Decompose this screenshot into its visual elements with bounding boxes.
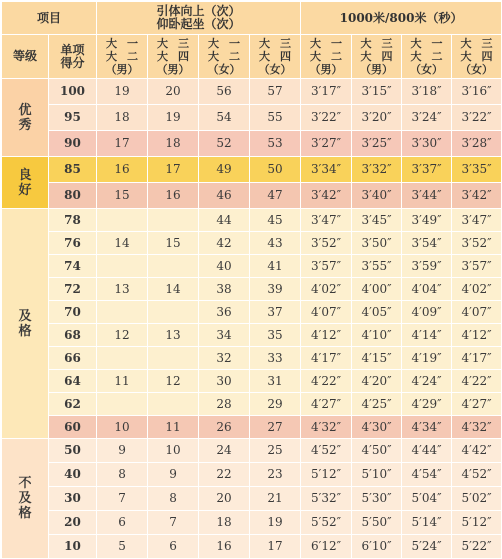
value-cell: 45 <box>250 209 301 232</box>
header-group-line2 <box>402 50 451 63</box>
table-row <box>2 278 502 301</box>
value-cell: 3′27″ <box>301 131 352 157</box>
header-group-line2 <box>301 50 351 63</box>
grade-cell-fail <box>2 439 49 559</box>
value-cell: 3′57″ <box>452 255 502 278</box>
value-cell: 4′17″ <box>452 347 502 370</box>
value-cell: 3′47″ <box>301 209 352 232</box>
value-cell: 30 <box>199 370 250 393</box>
value-cell: 27 <box>250 416 301 439</box>
value-cell: 9 <box>148 463 199 487</box>
header-group-line1 <box>250 37 300 50</box>
header-group-char: （男） <box>156 63 190 76</box>
header-group-line1 <box>199 37 249 50</box>
header-group-char: 大 <box>106 37 118 50</box>
value-cell: 4′00″ <box>352 278 402 301</box>
table-row <box>2 393 502 416</box>
value-cell: 4′52″ <box>452 463 502 487</box>
value-cell: 3′40″ <box>352 183 402 209</box>
value-cell: 39 <box>250 278 301 301</box>
table-row <box>2 416 502 439</box>
value-cell: 33 <box>250 347 301 370</box>
header-group-line3 <box>97 63 147 76</box>
header-group-char: 一 <box>127 37 139 50</box>
value-cell: 5′30″ <box>352 487 402 511</box>
value-cell <box>97 209 148 232</box>
value-cell <box>148 255 199 278</box>
value-cell: 16 <box>199 535 250 559</box>
header-group-char: 大 <box>208 50 220 63</box>
header-group-4 <box>301 35 352 79</box>
header-pullup-situp <box>97 2 301 35</box>
header-group-line1 <box>301 37 351 50</box>
value-cell: 37 <box>250 301 301 324</box>
value-cell: 19 <box>250 511 301 535</box>
value-cell: 3′57″ <box>301 255 352 278</box>
score-cell: 78 <box>49 209 97 232</box>
score-cell: 72 <box>49 278 97 301</box>
value-cell: 15 <box>148 232 199 255</box>
grade-char: 及 <box>18 308 32 324</box>
score-cell: 60 <box>49 416 97 439</box>
value-cell: 11 <box>148 416 199 439</box>
value-cell: 28 <box>199 393 250 416</box>
header-group-line1 <box>148 37 198 50</box>
value-cell: 3′17″ <box>301 79 352 105</box>
header-group-char: 大 <box>259 50 271 63</box>
value-cell: 4′27″ <box>452 393 502 416</box>
value-cell: 7 <box>148 511 199 535</box>
grade-char: 及 <box>18 491 32 506</box>
value-cell: 41 <box>250 255 301 278</box>
value-cell: 9 <box>97 439 148 463</box>
value-cell <box>148 209 199 232</box>
value-cell: 47 <box>250 183 301 209</box>
value-cell: 4′07″ <box>452 301 502 324</box>
header-group-line2 <box>148 50 198 63</box>
value-cell: 6′12″ <box>301 535 352 559</box>
score-cell: 30 <box>49 487 97 511</box>
header-group-line2 <box>199 50 249 63</box>
header-group-char: 二 <box>229 50 241 63</box>
header-group-line2 <box>452 50 501 63</box>
header-group-line1 <box>402 37 451 50</box>
value-cell: 5′50″ <box>352 511 402 535</box>
header-group-line1 <box>452 37 501 50</box>
value-cell: 4′22″ <box>301 370 352 393</box>
score-cell: 80 <box>49 183 97 209</box>
value-cell: 4′54″ <box>402 463 452 487</box>
value-cell: 4′07″ <box>301 301 352 324</box>
value-cell: 46 <box>199 183 250 209</box>
value-cell: 3′24″ <box>402 105 452 131</box>
value-cell: 55 <box>250 105 301 131</box>
header-group-char: 大 <box>310 50 322 63</box>
value-cell: 16 <box>148 183 199 209</box>
header-group-line3 <box>301 63 351 76</box>
value-cell: 4′32″ <box>452 416 502 439</box>
value-cell <box>148 301 199 324</box>
header-group-line3 <box>402 63 451 76</box>
value-cell: 21 <box>250 487 301 511</box>
value-cell: 4′17″ <box>301 347 352 370</box>
value-cell: 4′20″ <box>352 370 402 393</box>
value-cell <box>97 301 148 324</box>
value-cell: 12 <box>97 324 148 347</box>
value-cell: 8 <box>97 463 148 487</box>
value-cell: 3′55″ <box>352 255 402 278</box>
header-group-char: 大 <box>259 37 271 50</box>
value-cell: 4′29″ <box>402 393 452 416</box>
header-item: 项目 <box>2 2 97 35</box>
value-cell: 5′52″ <box>301 511 352 535</box>
value-cell: 3′37″ <box>402 157 452 183</box>
value-cell: 19 <box>97 79 148 105</box>
score-cell: 20 <box>49 511 97 535</box>
value-cell: 17 <box>250 535 301 559</box>
header-group-line1 <box>352 37 401 50</box>
value-cell: 5′12″ <box>301 463 352 487</box>
score-cell: 50 <box>49 439 97 463</box>
header-group-line2 <box>352 50 401 63</box>
value-cell: 4′52″ <box>301 439 352 463</box>
value-cell: 13 <box>148 324 199 347</box>
value-cell: 8 <box>148 487 199 511</box>
value-cell: 57 <box>250 79 301 105</box>
value-cell: 4′09″ <box>402 301 452 324</box>
value-cell: 3′54″ <box>402 232 452 255</box>
header-group-3 <box>250 35 301 79</box>
value-cell: 17 <box>97 131 148 157</box>
grade-cell-good <box>2 157 49 209</box>
header-group-line3 <box>250 63 300 76</box>
value-cell: 44 <box>199 209 250 232</box>
value-cell: 4′02″ <box>301 278 352 301</box>
value-cell: 3′47″ <box>452 209 502 232</box>
grade-char: 格 <box>18 323 32 339</box>
table-row <box>2 301 502 324</box>
value-cell: 5′24″ <box>402 535 452 559</box>
header-pullup: 引体向上（次） <box>156 4 241 18</box>
table-row <box>2 209 502 232</box>
value-cell: 3′22″ <box>301 105 352 131</box>
value-cell: 4′14″ <box>402 324 452 347</box>
score-cell: 85 <box>49 157 97 183</box>
grade-char: 良 <box>18 167 32 183</box>
header-group-char: 四 <box>381 50 393 63</box>
value-cell: 19 <box>148 105 199 131</box>
value-cell: 3′42″ <box>452 183 502 209</box>
header-group-char: （女） <box>410 63 444 76</box>
header-group-char: （男） <box>105 63 139 76</box>
value-cell: 4′44″ <box>402 439 452 463</box>
value-cell <box>148 393 199 416</box>
value-cell: 53 <box>250 131 301 157</box>
value-cell: 4′32″ <box>301 416 352 439</box>
value-cell: 18 <box>97 105 148 131</box>
header-group-char: 三 <box>481 37 493 50</box>
header-group-char: 四 <box>481 50 493 63</box>
header-group-char: 大 <box>310 37 322 50</box>
grade-char: 优 <box>18 102 32 118</box>
value-cell: 3′16″ <box>452 79 502 105</box>
value-cell: 4′30″ <box>352 416 402 439</box>
value-cell: 5′04″ <box>402 487 452 511</box>
header-group-char: 三 <box>178 37 190 50</box>
value-cell: 6′10″ <box>352 535 402 559</box>
header-group-char: （男） <box>309 63 343 76</box>
header-group-6 <box>402 35 452 79</box>
header-run: 1000米/800米（秒） <box>301 2 502 35</box>
value-cell <box>148 347 199 370</box>
value-cell: 14 <box>97 232 148 255</box>
header-group-0 <box>97 35 148 79</box>
grade-char: 好 <box>18 182 32 198</box>
score-cell: 10 <box>49 535 97 559</box>
value-cell: 52 <box>199 131 250 157</box>
grade-char: 秀 <box>18 117 32 133</box>
score-cell: 62 <box>49 393 97 416</box>
value-cell: 4′50″ <box>352 439 402 463</box>
value-cell: 26 <box>199 416 250 439</box>
value-cell: 36 <box>199 301 250 324</box>
score-cell: 40 <box>49 463 97 487</box>
value-cell: 54 <box>199 105 250 131</box>
value-cell: 4′12″ <box>452 324 502 347</box>
header-row-titles <box>2 2 502 35</box>
value-cell: 4′34″ <box>402 416 452 439</box>
table-row <box>2 105 502 131</box>
header-group-char: 大 <box>410 37 422 50</box>
value-cell: 34 <box>199 324 250 347</box>
value-cell: 7 <box>97 487 148 511</box>
header-group-char: （女） <box>207 63 241 76</box>
value-cell: 17 <box>148 157 199 183</box>
value-cell: 20 <box>199 487 250 511</box>
value-cell: 3′59″ <box>402 255 452 278</box>
table-row <box>2 370 502 393</box>
value-cell: 32 <box>199 347 250 370</box>
header-group-char: 二 <box>331 50 343 63</box>
value-cell <box>97 347 148 370</box>
value-cell: 4′19″ <box>402 347 452 370</box>
value-cell: 13 <box>97 278 148 301</box>
value-cell: 5′32″ <box>301 487 352 511</box>
score-cell: 95 <box>49 105 97 131</box>
table-row <box>2 347 502 370</box>
header-group-char: 大 <box>106 50 118 63</box>
value-cell: 4′05″ <box>352 301 402 324</box>
value-cell: 4′24″ <box>402 370 452 393</box>
value-cell: 25 <box>250 439 301 463</box>
value-cell: 5′02″ <box>452 487 502 511</box>
value-cell: 40 <box>199 255 250 278</box>
value-cell: 12 <box>148 370 199 393</box>
header-group-char: 二 <box>127 50 139 63</box>
value-cell: 3′52″ <box>452 232 502 255</box>
header-group-5 <box>352 35 402 79</box>
value-cell: 4′15″ <box>352 347 402 370</box>
value-cell: 20 <box>148 79 199 105</box>
header-grade: 等级 <box>2 35 49 79</box>
grade-cell-pass <box>2 209 49 439</box>
header-group-char: 大 <box>460 37 472 50</box>
value-cell: 3′22″ <box>452 105 502 131</box>
header-group-char: （男） <box>360 63 394 76</box>
value-cell: 3′20″ <box>352 105 402 131</box>
value-cell: 24 <box>199 439 250 463</box>
header-group-char: 二 <box>431 50 443 63</box>
value-cell: 4′10″ <box>352 324 402 347</box>
header-group-2 <box>199 35 250 79</box>
value-cell: 4′02″ <box>452 278 502 301</box>
value-cell: 11 <box>97 370 148 393</box>
value-cell: 6 <box>148 535 199 559</box>
value-cell: 22 <box>199 463 250 487</box>
value-cell: 3′25″ <box>352 131 402 157</box>
value-cell: 3′44″ <box>402 183 452 209</box>
header-group-char: 三 <box>381 37 393 50</box>
header-group-line2 <box>97 50 147 63</box>
value-cell: 4′42″ <box>452 439 502 463</box>
value-cell: 50 <box>250 157 301 183</box>
value-cell: 23 <box>250 463 301 487</box>
value-cell: 18 <box>148 131 199 157</box>
score-standard-table-container <box>1 1 501 553</box>
header-group-1 <box>148 35 199 79</box>
value-cell: 3′34″ <box>301 157 352 183</box>
table-row <box>2 255 502 278</box>
grade-cell-excellent <box>2 79 49 157</box>
value-cell: 3′15″ <box>352 79 402 105</box>
value-cell: 5 <box>97 535 148 559</box>
score-cell: 90 <box>49 131 97 157</box>
value-cell <box>97 255 148 278</box>
value-cell: 3′28″ <box>452 131 502 157</box>
value-cell: 3′52″ <box>301 232 352 255</box>
value-cell: 3′35″ <box>452 157 502 183</box>
header-group-line1 <box>97 37 147 50</box>
value-cell: 35 <box>250 324 301 347</box>
value-cell: 4′27″ <box>301 393 352 416</box>
header-group-char: 大 <box>460 50 472 63</box>
score-cell: 100 <box>49 79 97 105</box>
header-group-char: 一 <box>431 37 443 50</box>
header-score: 单项得分 <box>49 35 97 79</box>
score-cell: 64 <box>49 370 97 393</box>
header-group-char: 大 <box>157 50 169 63</box>
header-group-char: （女） <box>258 63 292 76</box>
header-group-line2 <box>250 50 300 63</box>
header-group-7 <box>452 35 502 79</box>
header-group-char: 三 <box>280 37 292 50</box>
value-cell: 4′22″ <box>452 370 502 393</box>
header-group-line3 <box>199 63 249 76</box>
header-group-char: 大 <box>208 37 220 50</box>
score-standard-table <box>1 1 502 559</box>
value-cell: 3′30″ <box>402 131 452 157</box>
table-row <box>2 79 502 105</box>
value-cell: 10 <box>148 439 199 463</box>
header-group-char: 大 <box>157 37 169 50</box>
table-row <box>2 183 502 209</box>
value-cell: 3′32″ <box>352 157 402 183</box>
value-cell: 18 <box>199 511 250 535</box>
score-cell: 66 <box>49 347 97 370</box>
table-row <box>2 439 502 463</box>
table-row <box>2 131 502 157</box>
value-cell: 5′12″ <box>452 511 502 535</box>
table-row <box>2 535 502 559</box>
header-group-line3 <box>148 63 198 76</box>
value-cell: 3′18″ <box>402 79 452 105</box>
grade-char: 不 <box>18 476 32 491</box>
value-cell: 5′22″ <box>452 535 502 559</box>
value-cell: 15 <box>97 183 148 209</box>
table-row <box>2 511 502 535</box>
value-cell <box>97 393 148 416</box>
value-cell: 56 <box>199 79 250 105</box>
table-row <box>2 324 502 347</box>
value-cell: 14 <box>148 278 199 301</box>
header-group-char: 一 <box>229 37 241 50</box>
value-cell: 4′25″ <box>352 393 402 416</box>
score-cell: 70 <box>49 301 97 324</box>
value-cell: 49 <box>199 157 250 183</box>
value-cell: 10 <box>97 416 148 439</box>
header-group-line3 <box>452 63 501 76</box>
value-cell: 5′14″ <box>402 511 452 535</box>
header-group-char: 大 <box>360 50 372 63</box>
header-situp: 仰卧起坐（次） <box>156 17 241 31</box>
value-cell: 6 <box>97 511 148 535</box>
table-row <box>2 157 502 183</box>
value-cell: 3′45″ <box>352 209 402 232</box>
grade-char: 格 <box>18 506 32 521</box>
header-group-char: 一 <box>331 37 343 50</box>
header-group-char: 大 <box>410 50 422 63</box>
header-group-char: 四 <box>280 50 292 63</box>
value-cell: 43 <box>250 232 301 255</box>
value-cell: 4′12″ <box>301 324 352 347</box>
value-cell: 29 <box>250 393 301 416</box>
value-cell: 42 <box>199 232 250 255</box>
value-cell: 3′49″ <box>402 209 452 232</box>
value-cell: 5′10″ <box>352 463 402 487</box>
header-row-groups <box>2 35 502 79</box>
header-group-line3 <box>352 63 401 76</box>
value-cell: 3′50″ <box>352 232 402 255</box>
value-cell: 38 <box>199 278 250 301</box>
table-row <box>2 487 502 511</box>
value-cell: 4′04″ <box>402 278 452 301</box>
header-group-char: 大 <box>360 37 372 50</box>
table-row <box>2 232 502 255</box>
value-cell: 31 <box>250 370 301 393</box>
score-cell: 76 <box>49 232 97 255</box>
score-cell: 74 <box>49 255 97 278</box>
value-cell: 3′42″ <box>301 183 352 209</box>
table-row <box>2 463 502 487</box>
value-cell: 16 <box>97 157 148 183</box>
score-cell: 68 <box>49 324 97 347</box>
header-group-char: 四 <box>178 50 190 63</box>
header-group-char: （女） <box>460 63 494 76</box>
